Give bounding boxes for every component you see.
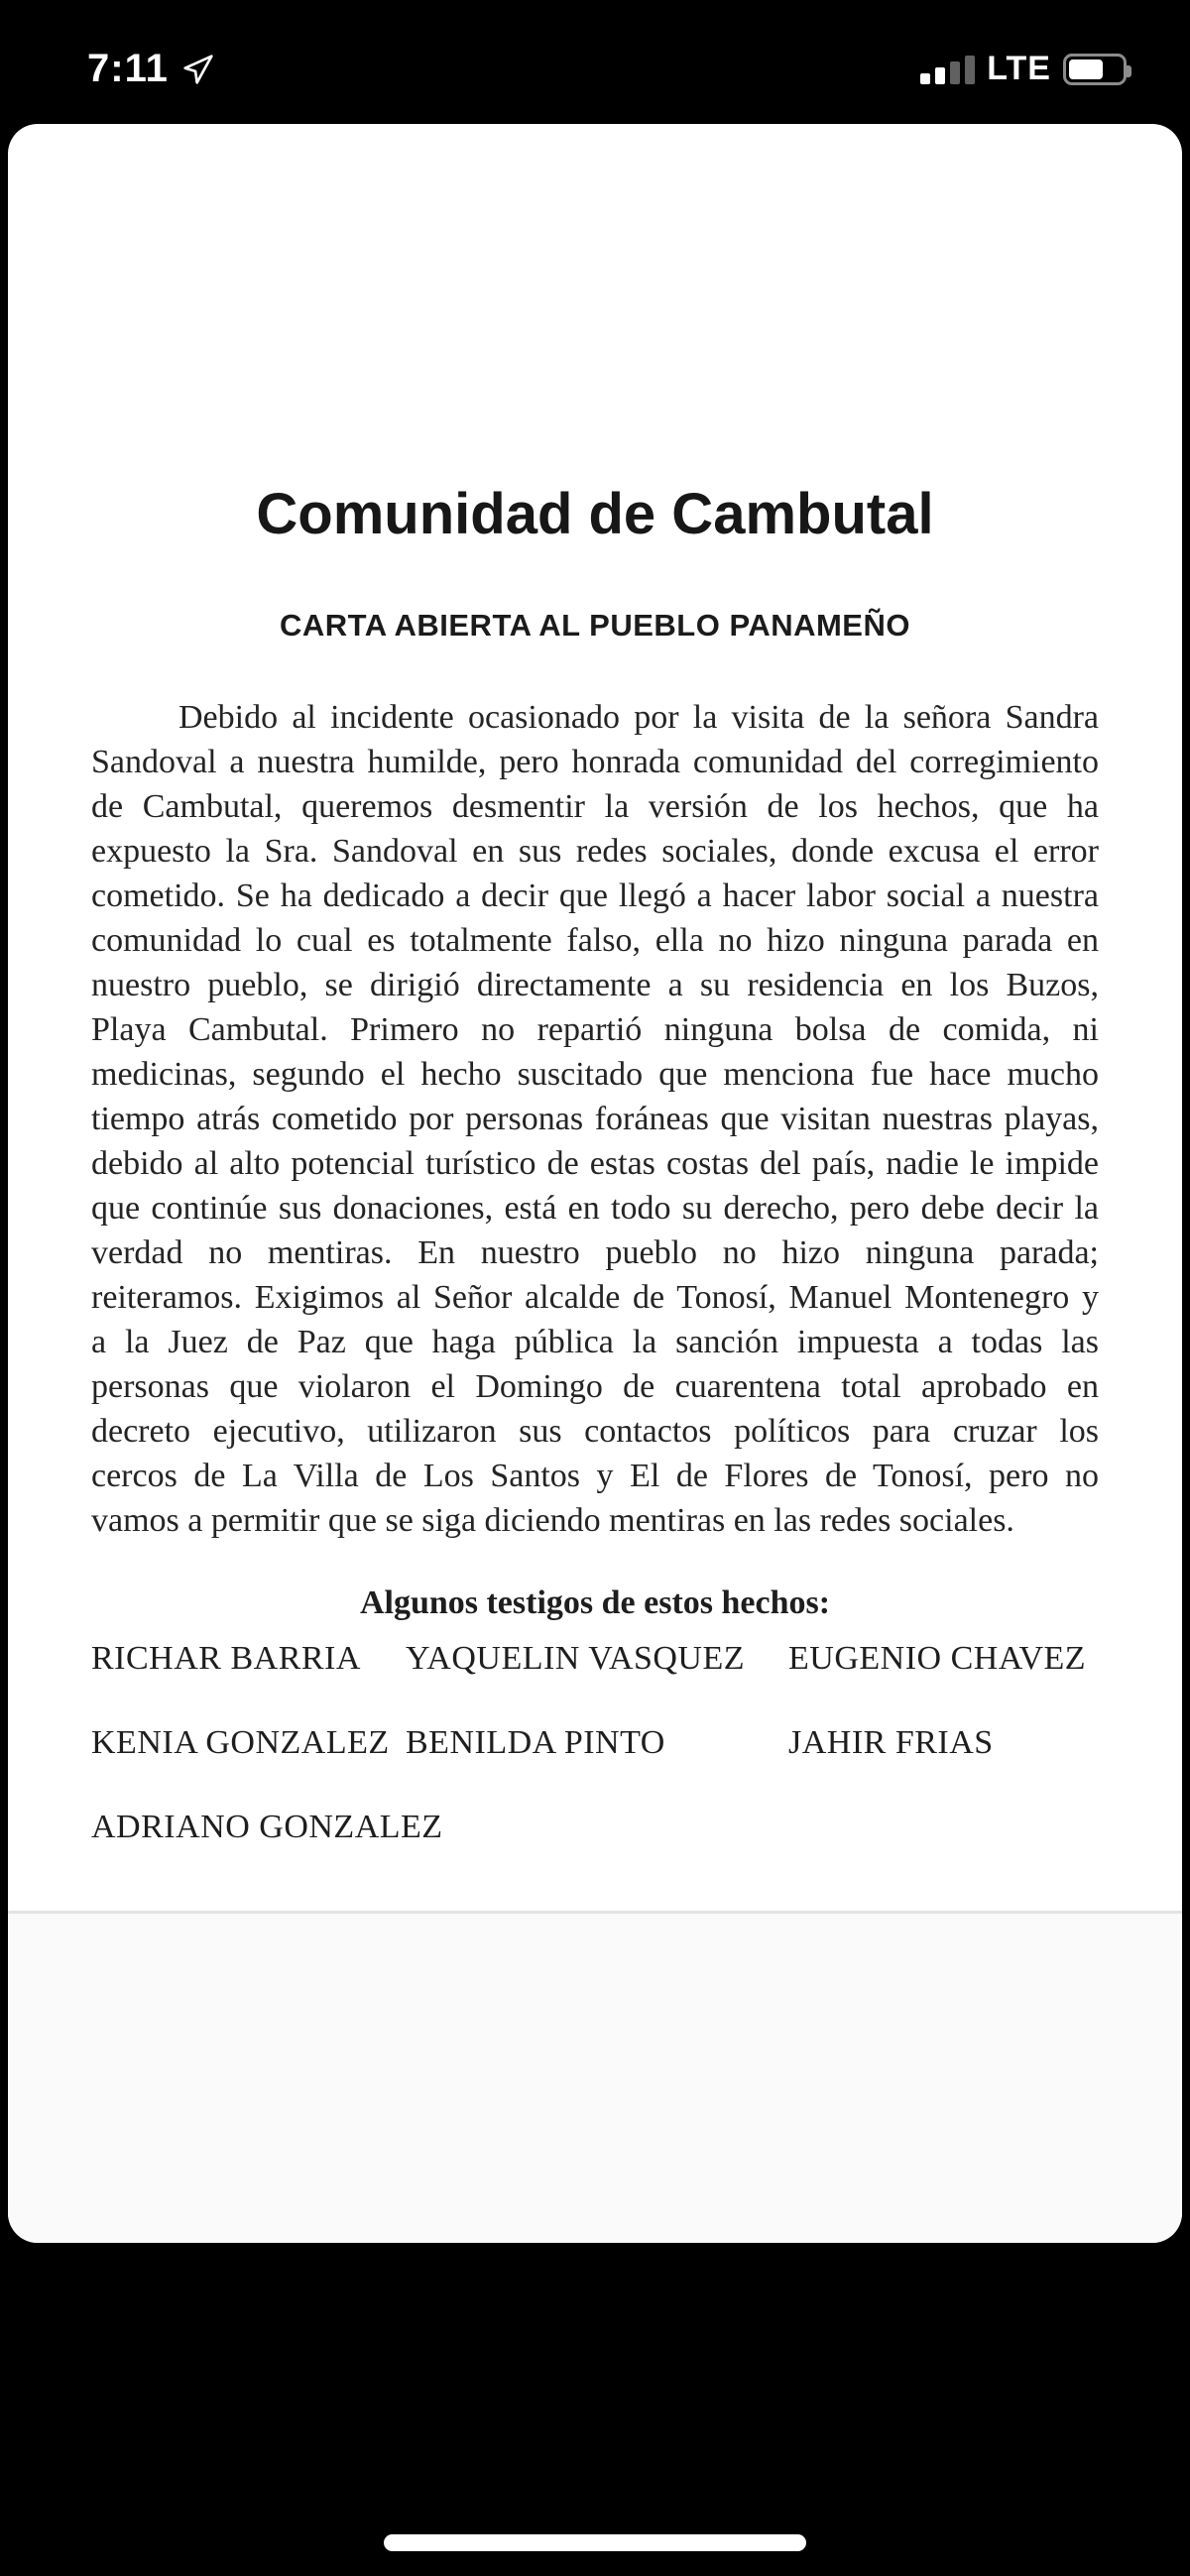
- witness-name: YAQUELIN VASQUEZ: [406, 1640, 746, 1677]
- witness-name: BENILDA PINTO: [406, 1724, 665, 1761]
- status-time: 7:11: [87, 47, 169, 90]
- paragraph-line: verdad no mentiras. En nuestro pueblo no hizo ninguna parada;: [91, 1234, 1099, 1271]
- battery-icon: [1063, 54, 1127, 85]
- paragraph-line: debido al alto potencial turístico de estas costas del país, nadie le impide: [91, 1145, 1099, 1182]
- location-arrow-icon: [182, 54, 214, 85]
- status-bar-left: [87, 47, 214, 91]
- witness-name: RICHAR BARRIA: [91, 1640, 361, 1677]
- witness-name: KENIA GONZALEZ: [91, 1724, 390, 1761]
- letter-body: [91, 695, 1099, 1543]
- paragraph-line: tiempo atrás cometido por personas foráneas que visitan nuestras playas,: [91, 1101, 1099, 1137]
- paragraph-line: Sandoval a nuestra humilde, pero honrada comunidad del corregimiento: [91, 744, 1099, 780]
- home-indicator[interactable]: [384, 2534, 806, 2551]
- paragraph-line: Debido al incidente ocasionado por la visita de la señora Sandra: [178, 699, 1099, 736]
- witness-name: [788, 1805, 1099, 1849]
- paragraph-line: medicinas, segundo el hecho suscitado que menciona fue hace mucho: [91, 1056, 1099, 1093]
- battery-cap: [1127, 65, 1131, 77]
- witnesses-list: [91, 1636, 1099, 1849]
- witnesses-heading: Algunos testigos de estos hechos:: [359, 1584, 831, 1621]
- paragraph-line: cercos de La Villa de Los Santos y El de Flores de Tonosí, pero no: [91, 1458, 1099, 1494]
- paragraph-line: comunidad lo cual es totalmente falso, ella no hizo ninguna parada en: [91, 922, 1099, 959]
- document-photo[interactable]: [8, 124, 1182, 2243]
- status-bar: [0, 0, 1190, 124]
- paragraph-line: cometido. Se ha dedicado a decir que llegó a hacer labor social a nuestra: [91, 878, 1099, 914]
- network-type-label: LTE: [987, 50, 1051, 87]
- witness-name: [406, 1805, 788, 1849]
- witness-name: ADRIANO GONZALEZ: [91, 1809, 443, 1845]
- battery-fill: [1069, 59, 1103, 79]
- witness-name: EUGENIO CHAVEZ: [788, 1640, 1087, 1677]
- paragraph-line: reiteramos. Exigimos al Señor alcalde de Tonosí, Manuel Montenegro y: [91, 1279, 1099, 1316]
- document-subtitle: CARTA ABIERTA AL PUEBLO PANAMEÑO: [280, 608, 910, 643]
- paragraph-line: vamos a permitir que se siga diciendo mentiras en las redes sociales.: [91, 1502, 1014, 1539]
- status-bar-right: [920, 50, 1127, 88]
- document-title: Comunidad de Cambutal: [256, 482, 934, 546]
- paragraph-line: decreto ejecutivo, utilizaron sus contactos políticos para cruzar los: [91, 1413, 1099, 1450]
- paragraph-line: nuestro pueblo, se dirigió directamente a su residencia en los Buzos,: [91, 967, 1099, 1003]
- paragraph-line: expuesto la Sra. Sandoval en sus redes sociales, donde excusa el error: [91, 833, 1099, 870]
- paragraph-line: Playa Cambutal. Primero no repartió ninguna bolsa de comida, ni: [91, 1011, 1099, 1048]
- paragraph-line: personas que violaron el Domingo de cuarentena total aprobado en: [91, 1368, 1099, 1405]
- paragraph-line: de Cambutal, queremos desmentir la versión de los hechos, que ha: [91, 788, 1099, 825]
- empty-lower-area: [8, 1914, 1182, 2243]
- paragraph-line: a la Juez de Paz que haga pública la sanción impuesta a todas las: [91, 1324, 1099, 1360]
- paragraph-line: que continúe sus donaciones, está en todo su derecho, pero debe decir la: [91, 1190, 1099, 1227]
- cellular-signal-icon: [920, 55, 975, 84]
- witness-name: JAHIR FRIAS: [788, 1724, 994, 1761]
- letter-document: [8, 483, 1182, 1849]
